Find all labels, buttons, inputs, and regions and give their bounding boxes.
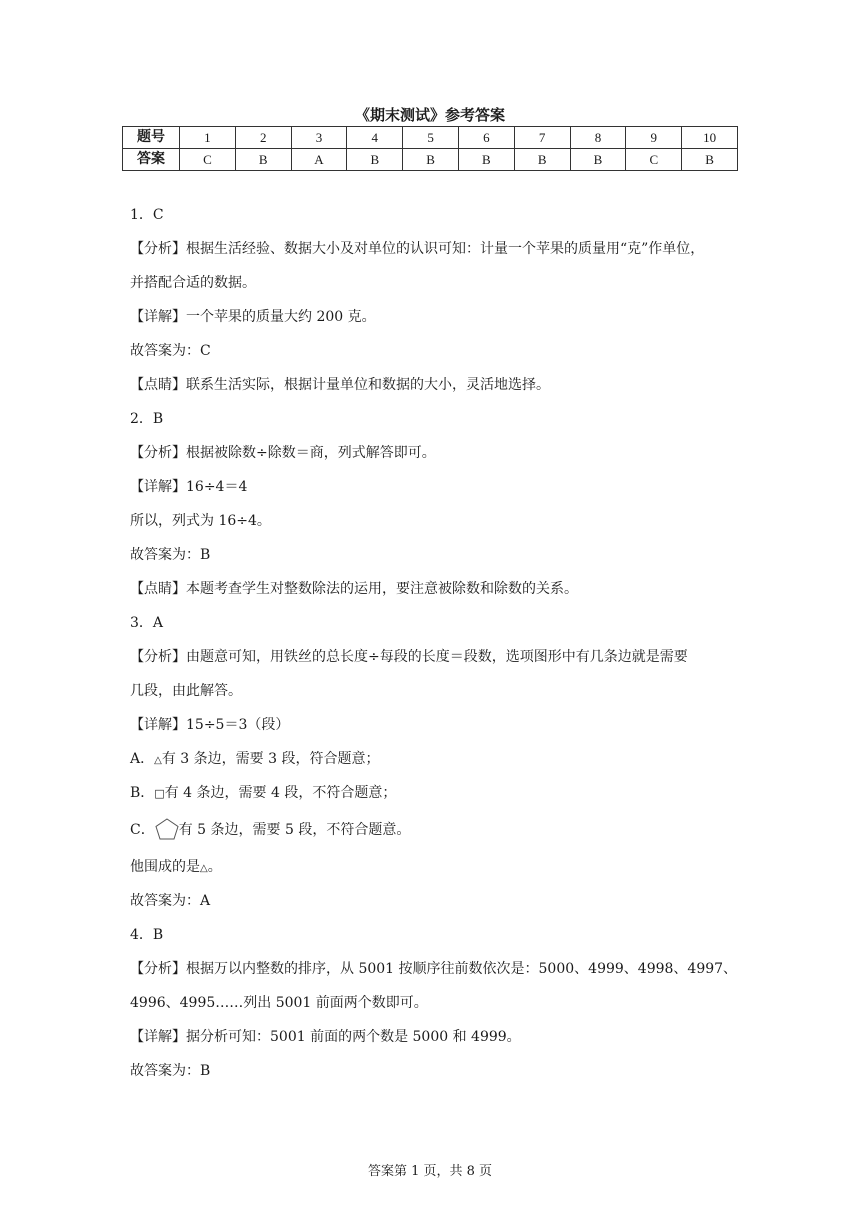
solution-body	[130, 198, 738, 1088]
answer-cell: B	[682, 149, 738, 171]
question-heading: 3．A	[130, 615, 164, 631]
comment-text: 【点睛】联系生活实际，根据计量单位和数据的大小，灵活地选择。	[130, 377, 550, 393]
option-c-line	[130, 810, 730, 850]
detail-text: 【详解】16÷4＝4	[130, 479, 248, 495]
analysis-text: 【分析】根据万以内整数的排序，从 5001 按顺序往前数依次是：5000、4999、4998、4997、	[130, 961, 738, 977]
square-icon: □	[154, 787, 165, 800]
question-number-cell: 2	[235, 127, 291, 149]
detail-text: 【详解】一个苹果的质量大约 200 克。	[130, 309, 376, 325]
question-number-row	[123, 127, 738, 149]
analysis-text: 4996、4995……列出 5001 前面两个数即可。	[130, 995, 428, 1011]
question-number-cell: 5	[403, 127, 459, 149]
question-heading: 4．B	[130, 927, 164, 943]
question-number-cell: 6	[458, 127, 514, 149]
answer-text: 故答案为：A	[130, 893, 211, 909]
page-title: 《期末测试》参考答案	[354, 106, 505, 124]
answer-cell: B	[458, 149, 514, 171]
answer-cell: C	[180, 149, 236, 171]
analysis-text: 【分析】根据被除数÷除数＝商，列式解答即可。	[130, 445, 436, 461]
option-a-label: A．	[130, 751, 155, 767]
triangle-icon: △	[154, 755, 162, 766]
answer-cell: B	[235, 149, 291, 171]
conclusion-text: 他围成的是	[130, 859, 200, 875]
question-number-cell: 8	[570, 127, 626, 149]
analysis-text: 【分析】根据生活经验、数据大小及对单位的认识可知：计量一个苹果的质量用“克”作单位，	[130, 241, 705, 257]
conclusion-line	[130, 850, 730, 884]
option-c-text: 有 5 条边，需要 5 段，不符合题意。	[178, 822, 411, 838]
analysis-text: 【分析】由题意可知，用铁丝的总长度÷每段的长度＝段数，选项图形中有几条边就是需要	[130, 649, 688, 665]
comment-text: 【点睛】本题考查学生对整数除法的运用，要注意被除数和除数的关系。	[130, 581, 578, 597]
answer-cell: B	[347, 149, 403, 171]
conclusion-end: 。	[207, 859, 222, 875]
option-c-label: C．	[130, 822, 155, 838]
answer-cell: B	[514, 149, 570, 171]
option-b-label: B．	[130, 785, 155, 801]
answer-cell: B	[403, 149, 459, 171]
option-a-text: 有 3 条边，需要 3 段，符合题意；	[161, 751, 380, 767]
analysis-text: 并搭配合适的数据。	[130, 275, 256, 291]
option-b-line	[130, 776, 730, 810]
option-a-line	[130, 742, 730, 776]
question-number-cell: 1	[180, 127, 236, 149]
option-b-text: 有 4 条边，需要 4 段，不符合题意；	[164, 785, 397, 801]
pentagon-icon	[155, 818, 179, 840]
page-footer: 答案第 1 页，共 8 页	[367, 1164, 493, 1179]
answer-cell: C	[626, 149, 682, 171]
answer-table	[122, 126, 738, 171]
answer-text: 故答案为：B	[130, 547, 211, 563]
question-number-cell: 7	[514, 127, 570, 149]
answer-text: 故答案为：C	[130, 343, 211, 359]
analysis-text: 几段，由此解答。	[130, 683, 242, 699]
answer-text: 故答案为：B	[130, 1063, 211, 1079]
question-number-cell: 4	[347, 127, 403, 149]
detail-text: 【详解】15÷5＝3（段）	[130, 717, 290, 733]
answer-cell: A	[291, 149, 347, 171]
triangle-icon: △	[200, 863, 208, 874]
question-heading: 2．B	[130, 411, 164, 427]
question-number-header: 题号	[123, 127, 180, 149]
detail-text: 【详解】据分析可知：5001 前面的两个数是 5000 和 4999。	[130, 1029, 521, 1045]
detail-text: 所以，列式为 16÷4。	[130, 513, 271, 529]
question-number-cell: 3	[291, 127, 347, 149]
answer-cell: B	[570, 149, 626, 171]
answer-header: 答案	[123, 149, 180, 171]
question-number-cell: 10	[682, 127, 738, 149]
question-heading: 1．C	[130, 207, 164, 223]
answer-row	[123, 149, 738, 171]
question-number-cell: 9	[626, 127, 682, 149]
